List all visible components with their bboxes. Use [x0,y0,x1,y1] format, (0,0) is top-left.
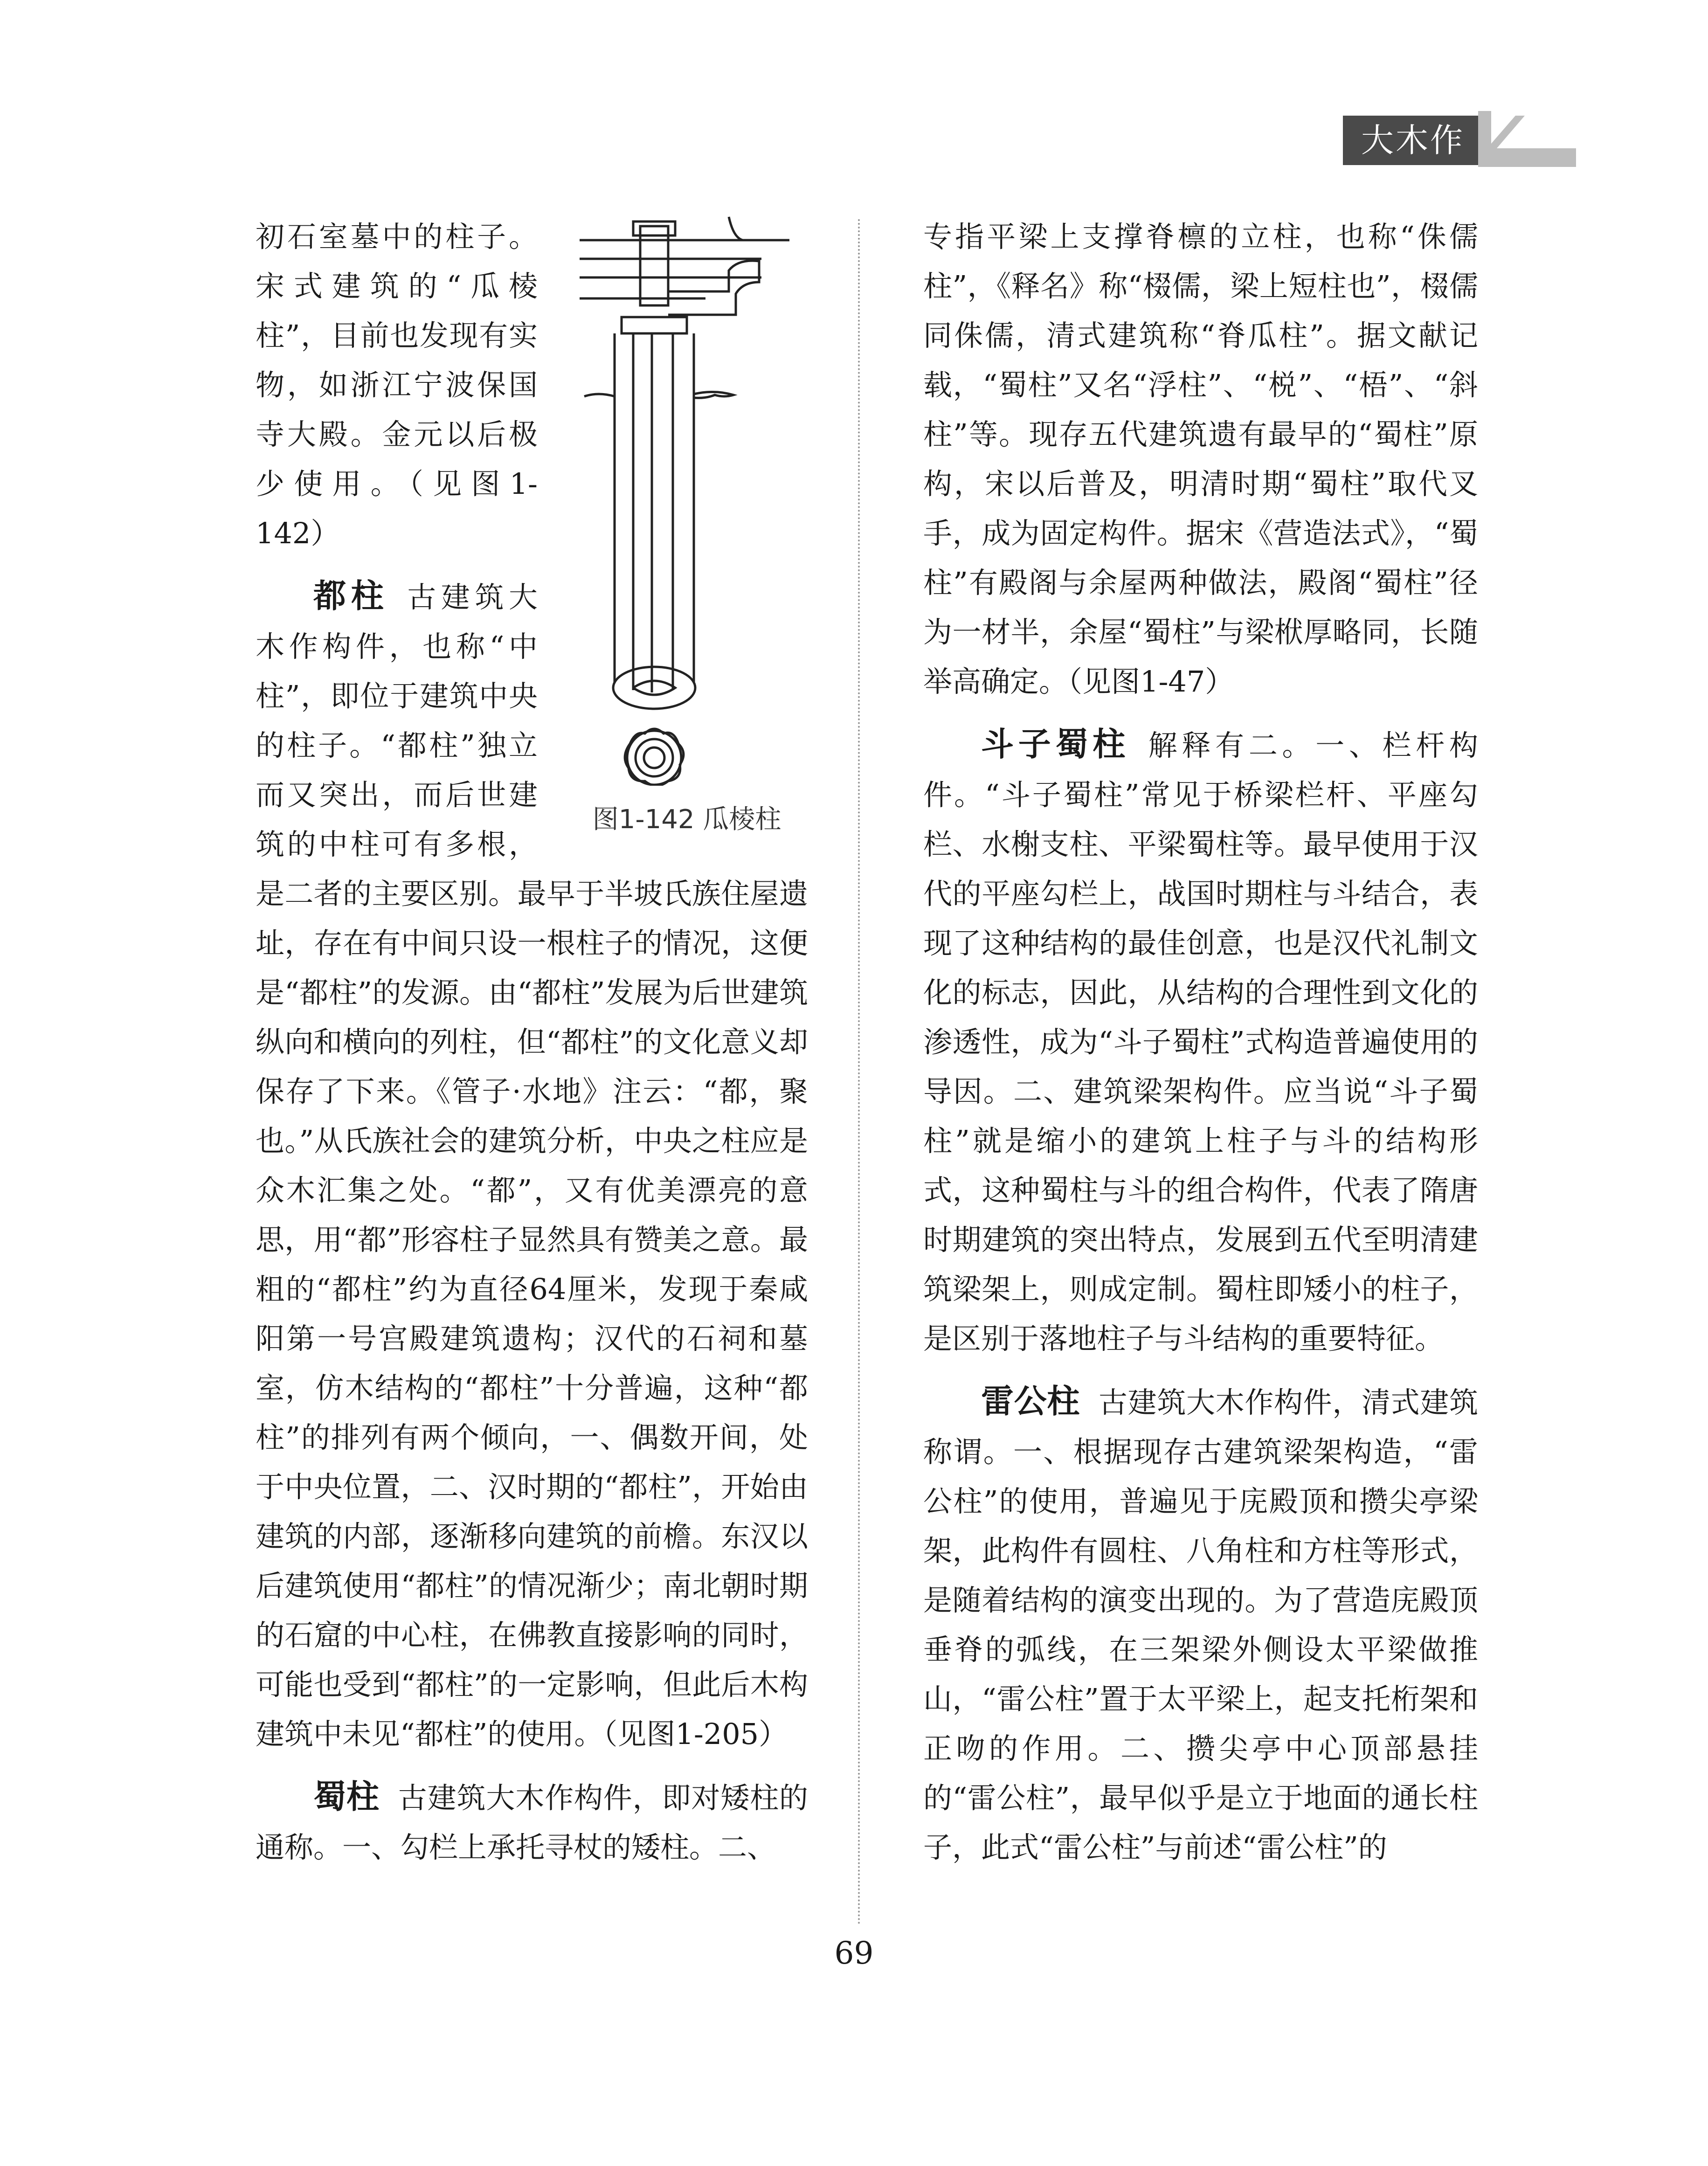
section-header: 大木作 [1343,116,1483,165]
entry-term: 斗子蜀柱 [981,725,1130,763]
melon-column-illustration [575,212,799,786]
page-number: 69 [834,1935,874,1971]
entry-text: 古建筑大木作构件，即对矮柱的通称。一、勾栏上承托寻杖的矮柱。二、 [256,1781,808,1864]
entry-leigong-zhu [923,1377,1478,1872]
paragraph-continued: 初石室墓中的柱子。宋式建筑的“瓜棱柱”，目前也发现有实物，如浙江宁波保国寺大殿。金元以后极少使用。（见图1-142） [256,220,538,550]
left-column [256,212,808,1872]
entry-term: 雷公柱 [981,1382,1080,1420]
entry-shu-zhu [256,1772,808,1872]
entry-text: 古建筑大木作构件，也称“中柱”，即位于建筑中央的柱子。“都柱”独立而又突出，而后世建筑的中柱可有多根，是二者的主要区别。最早于半坡氏族住屋遗址，存在有中间只设一根柱子的情况，这便是“都柱”的发源。由“都柱”发展为后世建筑纵向和横向的列柱，但“都柱”的文化意义却保存了下来。《管子·水地》注云：“都，聚也。”从氏族社会的建筑分析，中央之柱应是众木汇集之处。“都”，又有优美漂亮的意思，用“都”形容柱子显然具有赞美之意。最粗的“都柱”约为直径64厘米，发现于秦咸阳第一号宫殿建筑遗构；汉代的石祠和墓室，仿木结构的“都柱”十分普遍，这种“都柱”的排列有两个倾向，一、偶数开间，处于中央位置，二、汉时期的“都柱”，开始由建筑的内部，逐渐移向建筑的前檐。东汉以后建筑使用“都柱”的情况渐少；南北朝时期的石窟的中心柱，在佛教直接影响的同时，可能也受到“都柱”的一定影响，但此后木构建筑中未见“都柱”的使用。（见图1-205） [256,580,808,1751]
right-column [923,212,1478,1872]
figure-1-142 [566,212,808,837]
entry-text: 解释有二。一、栏杆构件。“斗子蜀柱”常见于桥梁栏杆、平座勾栏、水榭支柱、平梁蜀柱等。最早使用于汉代的平座勾栏上，战国时期柱与斗结合，表现了这种结构的最佳创意，也是汉代礼制文化的标志，因此，从结构的合理性到文化的渗透性，成为“斗子蜀柱”式构造普遍使用的导因。二、建筑梁架构件。应当说“斗子蜀柱”就是缩小的建筑上柱子与斗的结构形式，这种蜀柱与斗的组合构件，代表了隋唐时期建筑的突出特点，发展到五代至明清建筑梁架上，则成定制。蜀柱即矮小的柱子，是区别于落地柱子与斗结构的重要特征。 [923,728,1478,1356]
figure-caption: 图1-142 瓜棱柱 [592,804,781,835]
entry-term: 都柱 [313,577,389,615]
paragraph-continued: 专指平梁上支撑脊檩的立柱，也称“侏儒柱”，《释名》称“棳儒，梁上短柱也”，棳儒同侏儒，清式建筑称“脊瓜柱”。据文献记载，“蜀柱”又名“浮柱”、“棁”、“梧”、“斜柱”等。现存五代建筑遗有最早的“蜀柱”原构，宋以后普及，明清时期“蜀柱”取代叉手，成为固定构件。据宋《营造法式》，“蜀柱”有殿阁与余屋两种做法，殿阁“蜀柱”径为一材半，余屋“蜀柱”与梁栿厚略同，长随举高确定。（见图1-47） [923,220,1478,699]
entry-term: 蜀柱 [313,1778,380,1816]
entry-douzi-shu-zhu [923,720,1478,1363]
header-arrow-icon [1478,111,1576,167]
column-divider [858,219,860,1926]
entry-text: 古建筑大木作构件，清式建筑称谓。一、根据现存古建筑梁架构造，“雷公柱”的使用，普遍见于庑殿顶和攒尖亭梁架，此构件有圆柱、八角柱和方柱等形式，是随着结构的演变出现的。为了营造庑殿顶垂脊的弧线，在三架梁外侧设太平梁做推山，“雷公柱”置于太平梁上，起支托桁架和正吻的作用。二、攒尖亭中心顶部悬挂的“雷公柱”，最早似乎是立于地面的通长柱子，此式“雷公柱”与前述“雷公柱”的 [923,1385,1478,1864]
